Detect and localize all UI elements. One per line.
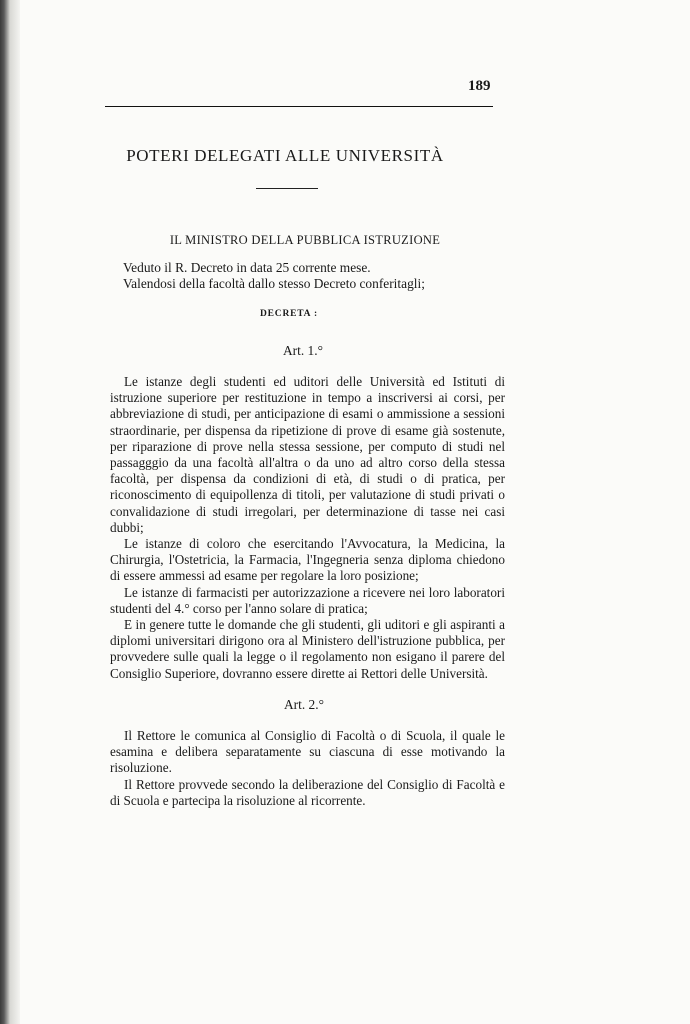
decreta-label: DECRETA :: [260, 309, 318, 319]
article-paragraph: Il Rettore le comunica al Consiglio di Facoltà o di Scuola, il quale le esamina e delibera separatamente su ciascuna di esse motivando la risoluzione.: [110, 728, 505, 776]
article-1-heading: Art. 1.°: [283, 343, 323, 358]
article-paragraph: Le istanze degli studenti ed uditori delle Università ed Istituti di istruzione superiore per restituzione in tempo a inscriversi ai corsi, per abbreviazione di studi, per anticipazione di esami o ammissione a sessioni straordinarie, per dispensa da ripetizione di prove di esame già sostenute, per riparazione di prove nella stessa sessione, per computo di studi nel passagggio da una facoltà all'altra o da uno ad altro corso della stessa facoltà, per dispensa da condizioni di età, di studi o di pratica, per riconoscimento di equipollenza di titoli, per valutazione di studi privati o convalidazione di studi irregolari, per determinazione di tasse nei casi dubbi;: [110, 374, 505, 535]
preamble-line: Valendosi della facoltà dallo stesso Decreto conferitagli;: [123, 276, 425, 291]
page-number: 189: [468, 78, 491, 94]
article-paragraph: E in genere tutte le domande che gli studenti, gli uditori e gli aspiranti a diplomi universitari dirigono ora al Ministero dell'istruzione pubblica, per provvedere sulle quali la legge o il regolamento non esigano il parere del Consiglio Superiore, dovranno essere dirette ai Rettori delle Università.: [110, 617, 505, 681]
article-1-body: [110, 374, 505, 682]
header-rule: [105, 106, 493, 107]
article-paragraph: Il Rettore provvede secondo la deliberazione del Consiglio di Facoltà e di Scuola e partecipa la risoluzione al ricorrente.: [110, 776, 505, 808]
article-paragraph: Le istanze di farmacisti per autorizzazione a ricevere nei loro laboratori studenti del 4.° corso per l'anno solare di pratica;: [110, 584, 505, 616]
issuing-authority: IL MINISTRO DELLA PUBBLICA ISTRUZIONE: [169, 233, 441, 247]
page-title: POTERI DELEGATI ALLE UNIVERSITÀ: [126, 146, 444, 165]
preamble: [123, 260, 483, 292]
title-divider: [256, 188, 318, 189]
page-binding-edge: [0, 0, 20, 1024]
article-paragraph: Le istanze di coloro che esercitando l'Avvocatura, la Medicina, la Chirurgia, l'Ostetricia, la Farmacia, l'Ingegneria senza diploma chiedono di essere ammessi ad esame per regolare la loro posizione;: [110, 536, 505, 584]
article-2-heading: Art. 2.°: [284, 697, 324, 712]
article-2-body: [110, 728, 505, 809]
preamble-line: Veduto il R. Decreto in data 25 corrente mese.: [123, 260, 371, 275]
